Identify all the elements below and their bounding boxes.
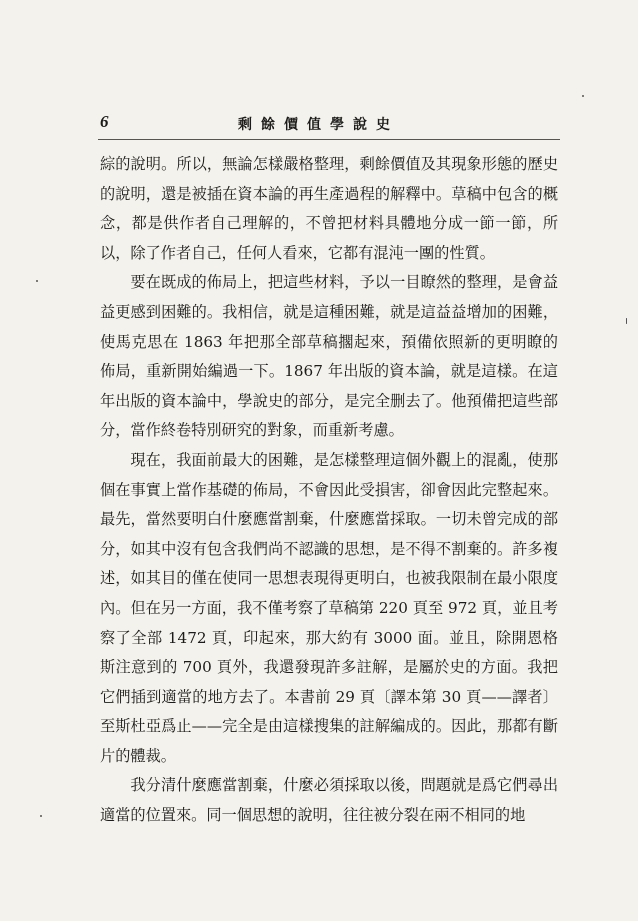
paragraph: 現在，我面前最大的困難，是怎樣整理這個外觀上的混亂，使那個在事實上當作基礎的佈局，不會因此受損害，卻會因此完整起來。最先，當然要明白什麼應當割棄，什麼應當採取。一切未曾完成的部分，如其中沒有包含我們尚不認識的思想，是不得不割棄的。許多複述，如其目的僅在使同一思想表現得更明白，也被我限制在最小限度內。但在另一方面，我不僅考察了草稿第 220 頁至 972 頁，並且考察了全部 1472 頁，印起來，那大約有 3000 面。並且，除開恩格斯注意到的 700 頁外，我還發現許多註解，是屬於史的方面。我把它們插到適當的地方去了。本書前 29 頁〔譯本第 30 頁——譯者〕至斯杜亞爲止——完全是由這樣搜集的註解編成的。因此，那都有斷片的體裁。 bbox=[100, 450, 558, 765]
scan-speck bbox=[36, 280, 38, 282]
page-number: 6 bbox=[100, 112, 109, 131]
scan-speck bbox=[582, 95, 584, 97]
running-title: 剩餘價值學說史 bbox=[238, 117, 399, 133]
paragraph: 我分清什麼應當割棄，什麼必須採取以後，問題就是爲它們尋出適當的位置來。同一個思想的說明，往往被分裂在兩不相同的地 bbox=[100, 776, 558, 825]
page-header bbox=[100, 112, 560, 136]
paragraph: 綜的說明。所以，無論怎樣嚴格整理，剩餘價值及其現象形態的歷史的說明，還是被插在資本論的再生產過程的解釋中。草稿中包含的概念，都是供作者自己理解的，不曾把材料具體地分成一節一節，所以，除了作者自己，任何人看來，它都有混沌一團的性質。 bbox=[100, 155, 558, 262]
body-text bbox=[100, 150, 558, 831]
scan-speck bbox=[40, 815, 42, 817]
paragraph: 要在既成的佈局上，把這些材料，予以一目瞭然的整理，是會益益更感到困難的。我相信，就是這種困難，就是這益益增加的困難，使馬克思在 1863 年把那全部草稿擱起來，預備依照新的更明瞭的佈局，重新開始編過一下。1867 年出版的資本論，就是這樣。在這年出版的資本論中，學說史的部分，是完全删去了。他預備把這些部分，當作終卷特別研究的對象，而重新考慮。 bbox=[100, 273, 558, 440]
header-rule bbox=[98, 139, 560, 140]
scan-speck bbox=[626, 318, 627, 324]
